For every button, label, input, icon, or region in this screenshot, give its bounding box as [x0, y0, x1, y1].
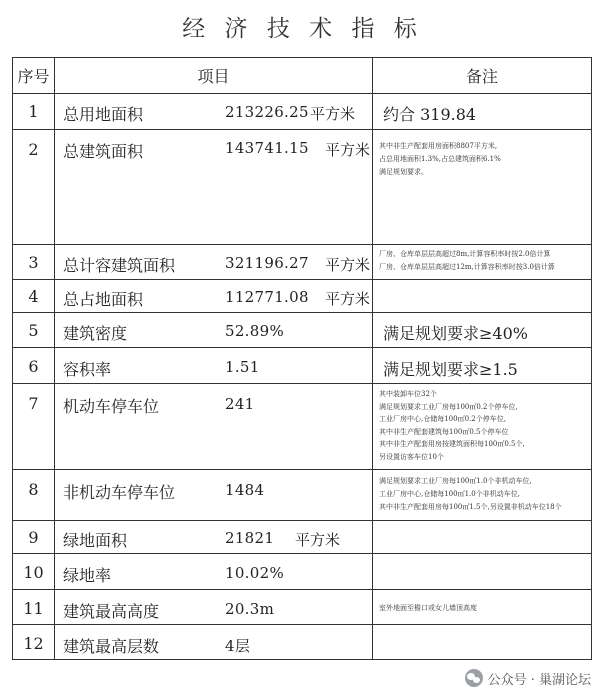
row-number: 5 [13, 313, 55, 348]
remark-lines [373, 245, 591, 274]
item-value: 4层 [225, 637, 251, 655]
remark-cell [373, 590, 592, 625]
table-row [13, 348, 592, 384]
item-name: 总计容建筑面积 [63, 256, 176, 275]
table-row [13, 94, 592, 130]
table-row [13, 384, 592, 470]
table-header-row [13, 58, 592, 94]
item-value: 21821 [225, 529, 275, 547]
remark-lines [373, 130, 591, 179]
header-remark: 备注 [373, 58, 592, 94]
header-no: 序号 [13, 58, 55, 94]
row-number: 1 [13, 94, 55, 130]
remark-line: 厂房、仓库单层层高超过8m,计算容积率时按2.0倍计算 [379, 250, 551, 258]
item-cell [55, 313, 373, 348]
remark-line: 占总用地面积1.3%,占总建筑面积6.1% [379, 155, 501, 163]
wechat-icon [465, 669, 483, 687]
row-number: 4 [13, 280, 55, 313]
item-name: 绿地面积 [63, 531, 128, 550]
item-unit: 平方米 [325, 256, 371, 274]
row-number: 9 [13, 521, 55, 554]
row-number: 3 [13, 245, 55, 280]
remark-line: 其中非生产配套用房每100㎡1.5个,另设置非机动车位18个 [379, 503, 562, 511]
remark-cell [373, 554, 592, 590]
row-number: 10 [13, 554, 55, 590]
item-cell [55, 625, 373, 660]
item-value: 1484 [225, 481, 265, 499]
item-name: 容积率 [63, 360, 112, 379]
remark-line: 满足规划要求。 [379, 168, 428, 176]
table-row [13, 590, 592, 625]
table-row [13, 313, 592, 348]
remark-cell [373, 384, 592, 470]
indicator-table [12, 57, 592, 660]
watermark [465, 667, 591, 689]
row-number: 2 [13, 130, 55, 245]
item-value: 10.02% [225, 564, 284, 582]
remark-lines [373, 384, 591, 463]
table-row [13, 625, 592, 660]
item-cell [55, 94, 373, 130]
remark-line: 其中非生产配套建筑每100㎡0.5个停车位 [379, 427, 509, 436]
remark-cell [373, 470, 592, 521]
remark-line: 其中装卸车位32个 [379, 390, 437, 398]
row-number: 8 [13, 470, 55, 521]
remark-line: 其中非生产配套用房面积8807平方米, [379, 142, 498, 150]
item-cell [55, 470, 373, 521]
item-cell [55, 521, 373, 554]
remark-cell [373, 313, 592, 348]
item-name: 建筑最高高度 [63, 602, 160, 621]
table-row [13, 554, 592, 590]
item-cell [55, 384, 373, 470]
remark-line: 厂房、仓库单层层高超过12m,计算容积率时按3.0倍计算 [379, 263, 555, 271]
item-value: 112771.08 [225, 288, 309, 306]
item-name: 总建筑面积 [63, 142, 144, 161]
remark-cell [373, 245, 592, 280]
row-number: 12 [13, 625, 55, 660]
remark-line: 其中非生产配套用房按建筑面积每100㎡0.5个, [379, 440, 525, 448]
item-cell [55, 130, 373, 245]
item-unit: 平方米 [325, 141, 371, 159]
page-title: 经 济 技 术 指 标 [182, 16, 423, 42]
item-cell [55, 245, 373, 280]
item-unit: 平方米 [310, 105, 356, 123]
remark-lines [373, 590, 591, 615]
item-value: 321196.27 [225, 254, 309, 272]
remark-line: 另设置访客车位10个 [379, 452, 444, 461]
remark-cell [373, 280, 592, 313]
remark-cell [373, 94, 592, 130]
item-value: 241 [225, 395, 255, 413]
row-number: 11 [13, 590, 55, 625]
remark-line: 工业厂房中心,仓储每100㎡0.2个停车位, [379, 415, 506, 423]
row-number: 6 [13, 348, 55, 384]
item-value: 20.3m [225, 600, 275, 618]
item-name: 总占地面积 [63, 290, 144, 309]
remark-cell [373, 625, 592, 660]
table-row [13, 470, 592, 521]
row-number: 7 [13, 384, 55, 470]
item-unit: 平方米 [325, 290, 371, 308]
remark-cell [373, 348, 592, 384]
item-name: 总用地面积 [63, 105, 144, 124]
item-unit: 平方米 [295, 531, 341, 549]
remark-text: 约合 319.84 [383, 105, 477, 124]
item-cell [55, 280, 373, 313]
item-cell [55, 554, 373, 590]
remark-text: 满足规划要求≥40% [383, 324, 528, 343]
remark-text: 满足规划要求≥1.5 [383, 360, 518, 379]
item-name: 机动车停车位 [63, 397, 160, 416]
remark-line: 满足规划要求工业厂房每100㎡1.0个非机动车位, [379, 477, 532, 485]
remark-line: 满足规划要求工业厂房每100㎡0.2个停车位, [379, 402, 518, 411]
remark-lines [373, 470, 591, 514]
item-cell [55, 348, 373, 384]
table-row [13, 521, 592, 554]
remark-cell [373, 521, 592, 554]
item-name: 非机动车停车位 [63, 483, 176, 502]
watermark-text: 公众号 · 巢湖论坛 [487, 672, 591, 688]
item-value: 143741.15 [225, 139, 309, 157]
item-name: 绿地率 [63, 566, 112, 585]
item-value: 52.89% [225, 322, 284, 340]
table-row [13, 130, 592, 245]
item-name: 建筑最高层数 [63, 637, 160, 656]
remark-line: 室外地面至檐口或女儿墙顶高度 [379, 604, 477, 612]
remark-line: 工业厂房中心,仓储每100㎡1.0个非机动车位, [379, 490, 520, 498]
item-cell [55, 590, 373, 625]
header-item: 项目 [55, 58, 373, 94]
table-row [13, 245, 592, 280]
item-name: 建筑密度 [63, 324, 128, 343]
remark-cell [373, 130, 592, 245]
table-row [13, 280, 592, 313]
item-value: 213226.25 [225, 103, 309, 121]
item-value: 1.51 [225, 358, 260, 376]
